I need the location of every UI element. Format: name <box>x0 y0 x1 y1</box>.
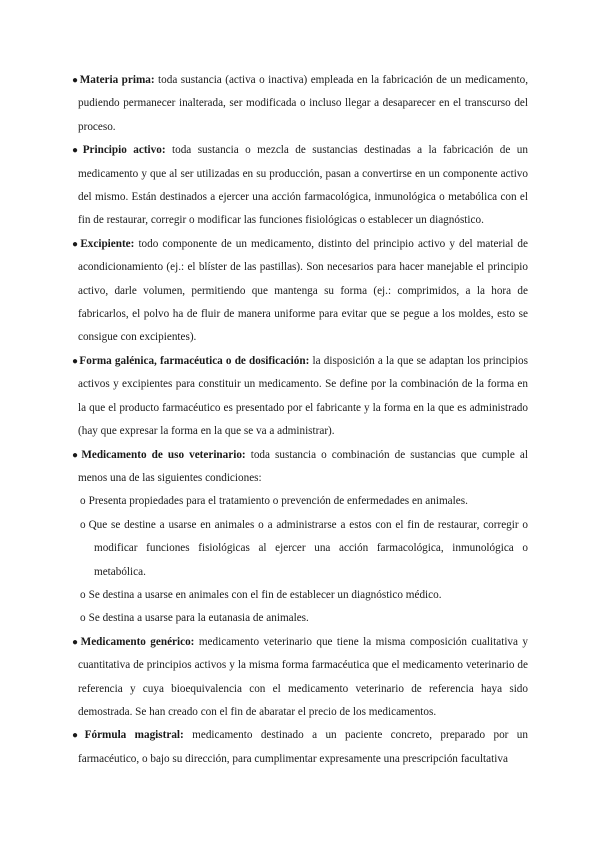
term: Medicamento de uso veterinario: <box>81 448 246 461</box>
definition: medicamento veterinario que tiene la misma composición cualitativa y cuantitativa de principios activos y la misma forma farmacéutica que el medicamento veterinario de referencia y cuya bioequivalencia con el medicamento veterinario de referencia haya sido demostrada. Se han creado con el fin de abaratar el precio de los medicamentos. <box>78 635 528 718</box>
sub-item-text: Se destina a usarse en animales con el fin de establecer un diagnóstico médico. <box>88 588 442 601</box>
bullet-icon: ● <box>72 355 79 367</box>
sub-item <box>72 514 528 584</box>
definition: toda sustancia o combinación de sustancias que cumple al menos una de las siguientes condiciones: <box>78 448 528 484</box>
term: Principio activo: <box>82 144 166 157</box>
term: Materia prima: <box>79 74 155 86</box>
sub-item-text: Presenta propiedades para el tratamiento o prevención de enfermedades en animales. <box>88 495 468 508</box>
sub-item-text: Se destina a usarse para la eutanasia de animales. <box>88 612 309 625</box>
term: Fórmula magistral: <box>84 729 184 742</box>
entry-materia-prima <box>72 69 528 139</box>
term: Excipiente: <box>80 237 135 250</box>
bullet-icon: ● <box>72 636 80 648</box>
entry-medicamento-veterinario <box>72 444 528 491</box>
entry-principio-activo <box>72 139 528 233</box>
glossary-content <box>72 69 528 771</box>
term: Medicamento genérico: <box>80 635 195 648</box>
circle-bullet-icon: o <box>80 495 86 508</box>
term: Forma galénica, farmacéutica o de dosificación: <box>79 354 310 367</box>
circle-bullet-icon: o <box>80 588 86 601</box>
sub-item-text: Que se destine a usarse en animales o a administrarse a estos con el fin de restaurar, corregir o modificar funciones fisiológicas al ejercer una acción farmacológica, inmunológica o metabólica. <box>88 518 528 578</box>
bullet-icon: ● <box>72 75 79 86</box>
bullet-icon: ● <box>72 730 84 742</box>
entry-forma-galenica <box>72 350 528 444</box>
bullet-icon: ● <box>72 238 80 250</box>
bullet-icon: ● <box>72 145 82 157</box>
circle-bullet-icon: o <box>80 612 86 625</box>
circle-bullet-icon: o <box>80 518 86 531</box>
definition: toda sustancia o mezcla de sustancias destinadas a la fabricación de un medicamento y que al ser utilizadas en su producción, pasan a convertirse en un componente activo del mismo. Están destinados a ejercer una acción farmacológica, inmunológica o metabólica con el fin de restaurar, corregir o modificar las funciones fisiológicas o establecer un diagnóstico. <box>78 144 528 227</box>
entry-formula-magistral <box>72 724 528 771</box>
definition: la disposición a la que se adaptan los principios activos y excipientes para constituir un medicamento. Se define por la combinación de la forma en la que el producto farmacéutico es presentado por el fabricante y la forma en la que es administrado (hay que expresar la forma en la que se va a administrar). <box>78 354 529 438</box>
bullet-icon: ● <box>72 449 81 461</box>
sub-item <box>72 490 528 513</box>
definition: medicamento destinado a un paciente concreto, preparado por un farmacéutico, o bajo su dirección, para cumplimentar expresamente una prescripción facultativa <box>78 729 528 765</box>
sub-item <box>72 584 528 607</box>
sub-item <box>72 607 528 630</box>
entry-medicamento-generico <box>72 631 528 725</box>
definition: todo componente de un medicamento, distinto del principio activo y del material de acondicionamiento (ej.: el blíster de las pastillas). Son necesarios para hacer manejable el principio activo, darle volumen, permitiendo que mantenga su forma (ej.: comprimidos, a la hora de fabricarlos, el polvo ha de fluir de manera uniforme para evitar que se pegue a los moldes, esto se consigue con excipientes). <box>78 237 528 344</box>
entry-excipiente <box>72 233 528 350</box>
definition: toda sustancia (activa o inactiva) empleada en la fabricación de un medicamento, pudiendo permanecer inalterada, ser modificada o incluso llegar a desaparecer en el transcurso del proceso. <box>78 74 529 133</box>
